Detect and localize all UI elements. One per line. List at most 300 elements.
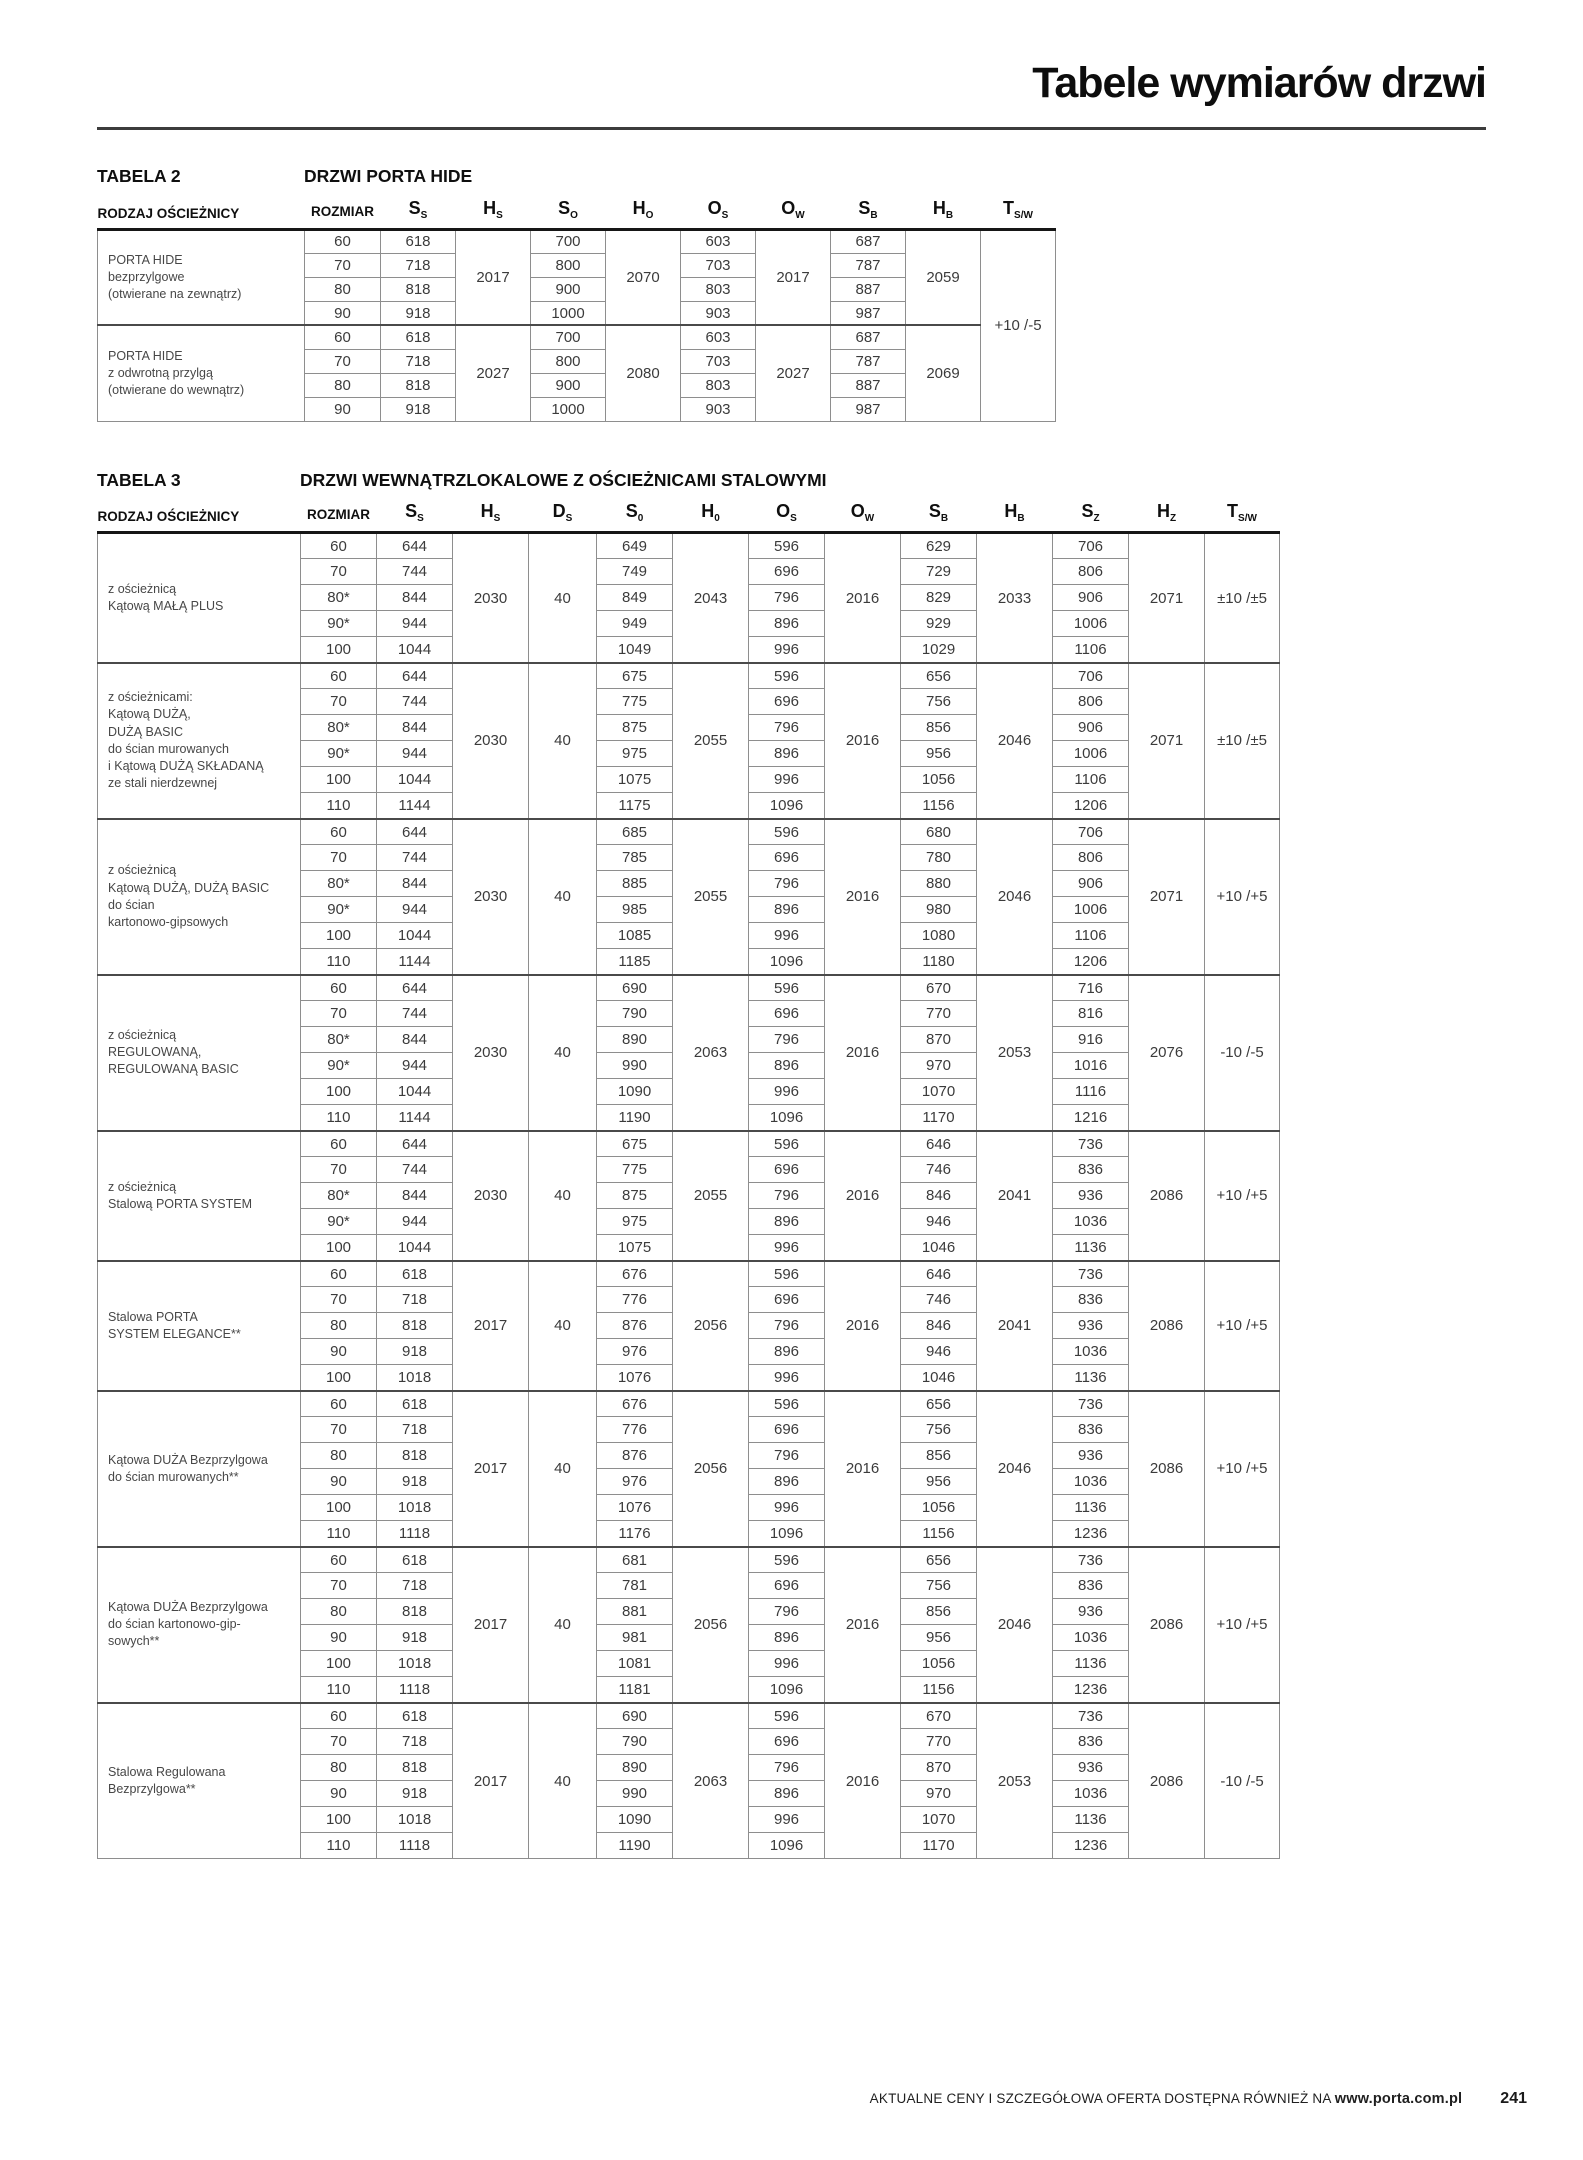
dim-cell-sb: 956 xyxy=(901,1625,977,1651)
dim-cell-sz: 706 xyxy=(1053,663,1129,689)
dim-cell-os: 996 xyxy=(749,1235,825,1261)
dim-cell-s0: 690 xyxy=(597,1703,673,1729)
column-header-os: $O_S$ xyxy=(707,197,729,221)
dim-cell-s0: 1081 xyxy=(597,1651,673,1677)
dim-cell-sz: 936 xyxy=(1053,1313,1129,1339)
dim-cell-sz: 806 xyxy=(1053,559,1129,585)
dim-cell-s0: 775 xyxy=(597,689,673,715)
dim-cell-sb: 629 xyxy=(901,533,977,559)
dim-cell-h0: 2056 xyxy=(673,1261,749,1391)
size-cell: 100 xyxy=(301,637,377,663)
size-cell: 70 xyxy=(301,845,377,871)
dim-cell-ss: 618 xyxy=(377,1391,453,1417)
dim-cell-ss: 1144 xyxy=(377,949,453,975)
dim-cell-ss: 744 xyxy=(377,689,453,715)
size-cell: 80 xyxy=(305,277,381,301)
dim-cell-h0: 2055 xyxy=(673,663,749,819)
dim-cell-os: 1096 xyxy=(749,1521,825,1547)
size-cell: 60 xyxy=(305,229,381,253)
dim-cell-os: 696 xyxy=(749,845,825,871)
footer-url: www.porta.com.pl xyxy=(1334,2091,1463,2107)
dim-cell-s0: 685 xyxy=(597,819,673,845)
dim-cell-h0: 2063 xyxy=(673,975,749,1131)
dim-cell-sb: 1170 xyxy=(901,1105,977,1131)
column-header-hb: $H_B$ xyxy=(932,197,954,221)
dim-cell-hb: 2046 xyxy=(977,663,1053,819)
tolerance-cell: +10 /+5 xyxy=(1205,1391,1280,1547)
dim-cell-ss: 944 xyxy=(377,1053,453,1079)
dim-cell-s0: 881 xyxy=(597,1599,673,1625)
dim-cell-so: 900 xyxy=(531,277,606,301)
table-row xyxy=(98,819,1280,845)
dim-cell-sb: 646 xyxy=(901,1261,977,1287)
dim-cell-s0: 1076 xyxy=(597,1495,673,1521)
size-cell: 90* xyxy=(301,1209,377,1235)
dim-cell-sb: 670 xyxy=(901,975,977,1001)
size-cell: 100 xyxy=(301,1807,377,1833)
dim-cell-so: 800 xyxy=(531,253,606,277)
size-cell: 110 xyxy=(301,1521,377,1547)
dim-cell-os: 803 xyxy=(681,373,756,397)
frame-type-cell: Stalowa Regulowana Bezprzylgowa** xyxy=(98,1703,301,1859)
dim-cell-sb: 970 xyxy=(901,1053,977,1079)
dim-cell-sb: 856 xyxy=(901,715,977,741)
dim-cell-s0: 1049 xyxy=(597,637,673,663)
dim-cell-sb: 756 xyxy=(901,689,977,715)
table-row xyxy=(98,533,1280,559)
dim-cell-os: 1096 xyxy=(749,1833,825,1859)
dim-cell-sz: 1136 xyxy=(1053,1651,1129,1677)
frame-type-cell: Kątowa DUŻA Bezprzylgowa do ścian murowanych** xyxy=(98,1391,301,1547)
column-header-rozmiar: ROZMIAR xyxy=(307,507,370,523)
tolerance-cell: ±10 /±5 xyxy=(1205,533,1280,663)
dim-cell-ss: 1044 xyxy=(377,1079,453,1105)
frame-type-cell: Kątowa DUŻA Bezprzylgowa do ścian kartonowo-gip- sowych** xyxy=(98,1547,301,1703)
size-cell: 100 xyxy=(301,1079,377,1105)
dim-cell-sb: 846 xyxy=(901,1183,977,1209)
dim-cell-ss: 744 xyxy=(377,559,453,585)
dim-cell-sb: 956 xyxy=(901,741,977,767)
frame-type-cell: z ościeżnicą Stalową PORTA SYSTEM xyxy=(98,1131,301,1261)
dim-cell-ss: 844 xyxy=(377,1183,453,1209)
dim-cell-s0: 749 xyxy=(597,559,673,585)
dim-cell-hs: 2017 xyxy=(453,1261,529,1391)
dim-cell-ss: 1044 xyxy=(377,767,453,793)
dim-cell-sb: 656 xyxy=(901,1547,977,1573)
dim-cell-sb: 746 xyxy=(901,1157,977,1183)
dim-cell-ss: 744 xyxy=(377,845,453,871)
column-header-s0: $S_0$ xyxy=(625,501,644,525)
dim-cell-s0: 1090 xyxy=(597,1079,673,1105)
frame-type-cell: z ościeżnicą REGULOWANĄ, REGULOWANĄ BASIC xyxy=(98,975,301,1131)
size-cell: 110 xyxy=(301,1833,377,1859)
dim-cell-s0: 676 xyxy=(597,1261,673,1287)
dim-cell-s0: 885 xyxy=(597,871,673,897)
column-header-sz: $S_Z$ xyxy=(1081,501,1100,525)
dim-cell-s0: 781 xyxy=(597,1573,673,1599)
dim-cell-sb: 870 xyxy=(901,1027,977,1053)
dim-cell-s0: 790 xyxy=(597,1001,673,1027)
dim-cell-hb: 2046 xyxy=(977,819,1053,975)
column-header-os: $O_S$ xyxy=(776,501,797,525)
dim-cell-s0: 1185 xyxy=(597,949,673,975)
table2-title: DRZWI PORTA HIDE xyxy=(304,166,473,187)
dim-cell-s0: 875 xyxy=(597,715,673,741)
size-cell: 80* xyxy=(301,1183,377,1209)
table-row xyxy=(98,1703,1280,1729)
dim-cell-sb: 670 xyxy=(901,1703,977,1729)
dim-cell-os: 596 xyxy=(749,1261,825,1287)
dim-cell-ds: 40 xyxy=(529,1391,597,1547)
dim-cell-sb: 1046 xyxy=(901,1235,977,1261)
dim-cell-hs: 2017 xyxy=(456,229,531,325)
dim-cell-sz: 836 xyxy=(1053,1157,1129,1183)
frame-type-cell: z ościeżnicą Kątową MAŁĄ PLUS xyxy=(98,533,301,663)
dim-cell-ss: 844 xyxy=(377,1027,453,1053)
column-header-hs: $H_S$ xyxy=(483,197,503,221)
dim-cell-sb: 887 xyxy=(831,277,906,301)
dim-cell-hz: 2086 xyxy=(1129,1261,1205,1391)
dim-cell-ow: 2016 xyxy=(825,533,901,663)
dim-cell-sz: 716 xyxy=(1053,975,1129,1001)
dim-cell-sz: 1206 xyxy=(1053,949,1129,975)
dim-cell-ss: 718 xyxy=(377,1287,453,1313)
dim-cell-sz: 1006 xyxy=(1053,897,1129,923)
dim-cell-ho: 2080 xyxy=(606,325,681,421)
size-cell: 70 xyxy=(301,559,377,585)
dim-cell-os: 996 xyxy=(749,767,825,793)
tolerance-cell: +10 /-5 xyxy=(981,229,1056,421)
dim-cell-hb: 2053 xyxy=(977,1703,1053,1859)
dim-cell-so: 1000 xyxy=(531,301,606,325)
dim-cell-ss: 1044 xyxy=(377,637,453,663)
dim-cell-sz: 1006 xyxy=(1053,741,1129,767)
dim-cell-sb: 1070 xyxy=(901,1079,977,1105)
tolerance-cell: +10 /+5 xyxy=(1205,819,1280,975)
dim-cell-ss: 818 xyxy=(377,1599,453,1625)
tolerance-cell: -10 /-5 xyxy=(1205,975,1280,1131)
dim-cell-os: 696 xyxy=(749,689,825,715)
size-cell: 100 xyxy=(301,767,377,793)
dim-cell-sb: 946 xyxy=(901,1339,977,1365)
dim-cell-sz: 936 xyxy=(1053,1443,1129,1469)
dim-cell-s0: 776 xyxy=(597,1417,673,1443)
dim-cell-sz: 1036 xyxy=(1053,1469,1129,1495)
dim-cell-so: 1000 xyxy=(531,397,606,421)
dim-cell-hb: 2046 xyxy=(977,1391,1053,1547)
dim-cell-sb: 856 xyxy=(901,1443,977,1469)
dim-cell-sz: 1116 xyxy=(1053,1079,1129,1105)
dim-cell-sb: 756 xyxy=(901,1417,977,1443)
dim-cell-sb: 1170 xyxy=(901,1833,977,1859)
table2-section xyxy=(97,166,1486,422)
dim-cell-s0: 1175 xyxy=(597,793,673,819)
dim-cell-ow: 2016 xyxy=(825,1261,901,1391)
size-cell: 70 xyxy=(301,1729,377,1755)
column-header-ho: $H_O$ xyxy=(632,197,654,221)
dim-cell-sz: 836 xyxy=(1053,1729,1129,1755)
dim-cell-sb: 687 xyxy=(831,325,906,349)
dim-cell-ss: 944 xyxy=(377,1209,453,1235)
dim-cell-h0: 2056 xyxy=(673,1547,749,1703)
page-footer xyxy=(870,2090,1527,2108)
dim-cell-ss: 618 xyxy=(377,1261,453,1287)
table-row xyxy=(98,1547,1280,1573)
frame-type-cell: Stalowa PORTA SYSTEM ELEGANCE** xyxy=(98,1261,301,1391)
dim-cell-sb: 887 xyxy=(831,373,906,397)
dim-cell-sb: 946 xyxy=(901,1209,977,1235)
dim-cell-ow: 2017 xyxy=(756,229,831,325)
column-header-hb: $H_B$ xyxy=(1004,501,1025,525)
dim-cell-sb: 787 xyxy=(831,253,906,277)
dim-cell-h0: 2043 xyxy=(673,533,749,663)
dim-cell-s0: 890 xyxy=(597,1755,673,1781)
dim-cell-ow: 2016 xyxy=(825,819,901,975)
dim-cell-ss: 1118 xyxy=(377,1833,453,1859)
dim-cell-ss: 644 xyxy=(377,663,453,689)
dim-cell-hs: 2030 xyxy=(453,533,529,663)
dim-cell-sb: 987 xyxy=(831,397,906,421)
table-row xyxy=(98,1131,1280,1157)
dim-cell-sz: 1236 xyxy=(1053,1521,1129,1547)
column-header-hs: $H_S$ xyxy=(480,501,501,525)
dim-cell-sz: 816 xyxy=(1053,1001,1129,1027)
dim-cell-s0: 1190 xyxy=(597,1105,673,1131)
size-cell: 70 xyxy=(305,253,381,277)
dim-cell-ds: 40 xyxy=(529,533,597,663)
size-cell: 80 xyxy=(301,1755,377,1781)
dim-cell-sz: 1136 xyxy=(1053,1495,1129,1521)
dim-cell-ss: 718 xyxy=(381,253,456,277)
size-cell: 60 xyxy=(301,1261,377,1287)
dim-cell-sb: 956 xyxy=(901,1469,977,1495)
size-cell: 70 xyxy=(301,1287,377,1313)
table-row xyxy=(98,975,1280,1001)
dim-cell-s0: 876 xyxy=(597,1313,673,1339)
column-header-hz: $H_Z$ xyxy=(1156,501,1177,525)
dim-cell-hz: 2071 xyxy=(1129,819,1205,975)
size-cell: 100 xyxy=(301,1651,377,1677)
dim-cell-hb: 2059 xyxy=(906,229,981,325)
dim-cell-hz: 2086 xyxy=(1129,1131,1205,1261)
column-header-sb: $S_B$ xyxy=(858,197,878,221)
dim-cell-sb: 729 xyxy=(901,559,977,585)
size-cell: 90 xyxy=(305,301,381,325)
dim-cell-s0: 975 xyxy=(597,1209,673,1235)
dim-cell-s0: 876 xyxy=(597,1443,673,1469)
dim-cell-hb: 2069 xyxy=(906,325,981,421)
dim-cell-os: 896 xyxy=(749,1053,825,1079)
dim-cell-h0: 2063 xyxy=(673,1703,749,1859)
dim-cell-s0: 849 xyxy=(597,585,673,611)
dim-cell-s0: 949 xyxy=(597,611,673,637)
dim-cell-sb: 1046 xyxy=(901,1365,977,1391)
dim-cell-hs: 2017 xyxy=(453,1703,529,1859)
dim-cell-sb: 746 xyxy=(901,1287,977,1313)
table-row xyxy=(98,229,1056,253)
dim-cell-hs: 2030 xyxy=(453,975,529,1131)
dim-cell-sb: 1056 xyxy=(901,1495,977,1521)
table-header xyxy=(98,497,1280,533)
dim-cell-ss: 718 xyxy=(377,1417,453,1443)
dim-cell-sz: 1236 xyxy=(1053,1833,1129,1859)
dim-cell-h0: 2056 xyxy=(673,1391,749,1547)
dim-cell-ss: 818 xyxy=(381,277,456,301)
dim-cell-ds: 40 xyxy=(529,1131,597,1261)
dim-cell-ss: 1118 xyxy=(377,1521,453,1547)
dim-cell-ss: 744 xyxy=(377,1001,453,1027)
dim-cell-hb: 2053 xyxy=(977,975,1053,1131)
column-header-tsw: $T_{S/W}$ xyxy=(1003,197,1033,221)
dim-cell-sb: 970 xyxy=(901,1781,977,1807)
dim-cell-sz: 1216 xyxy=(1053,1105,1129,1131)
dim-cell-sb: 780 xyxy=(901,845,977,871)
dim-cell-sb: 1029 xyxy=(901,637,977,663)
size-cell: 100 xyxy=(301,1495,377,1521)
size-cell: 60 xyxy=(301,975,377,1001)
dim-cell-os: 803 xyxy=(681,277,756,301)
dim-cell-os: 696 xyxy=(749,1729,825,1755)
dim-cell-ds: 40 xyxy=(529,1261,597,1391)
tolerance-cell: ±10 /±5 xyxy=(1205,663,1280,819)
dim-cell-ss: 618 xyxy=(381,229,456,253)
dim-cell-sz: 906 xyxy=(1053,585,1129,611)
dim-cell-sz: 936 xyxy=(1053,1183,1129,1209)
dim-cell-os: 596 xyxy=(749,1547,825,1573)
footer-note-text: AKTUALNE CENY I SZCZEGÓŁOWA OFERTA DOSTĘPNA RÓWNIEŻ NA xyxy=(869,2091,1335,2106)
dim-cell-sb: 1056 xyxy=(901,1651,977,1677)
table3-heading xyxy=(97,470,1486,491)
dim-cell-ss: 918 xyxy=(377,1781,453,1807)
dim-cell-os: 996 xyxy=(749,1495,825,1521)
dim-cell-ss: 844 xyxy=(377,585,453,611)
dim-cell-sb: 1156 xyxy=(901,1521,977,1547)
dim-cell-hs: 2027 xyxy=(456,325,531,421)
dim-cell-sz: 1136 xyxy=(1053,1365,1129,1391)
dim-cell-s0: 975 xyxy=(597,741,673,767)
dim-cell-so: 900 xyxy=(531,373,606,397)
page-title: Tabele wymiarów drzwi xyxy=(1032,59,1486,107)
dim-cell-s0: 990 xyxy=(597,1781,673,1807)
table2-label: TABELA 2 xyxy=(97,166,181,187)
dim-cell-ow: 2016 xyxy=(825,663,901,819)
dim-cell-sb: 880 xyxy=(901,871,977,897)
dim-cell-ss: 1018 xyxy=(377,1651,453,1677)
dim-cell-ss: 1044 xyxy=(377,923,453,949)
dim-cell-sz: 1136 xyxy=(1053,1807,1129,1833)
column-header-h0: $H_0$ xyxy=(701,501,720,525)
size-cell: 80* xyxy=(301,871,377,897)
dim-cell-sb: 846 xyxy=(901,1313,977,1339)
dim-cell-ow: 2016 xyxy=(825,1391,901,1547)
dim-cell-sz: 1106 xyxy=(1053,637,1129,663)
dim-cell-os: 896 xyxy=(749,1781,825,1807)
dim-cell-os: 896 xyxy=(749,1469,825,1495)
dim-cell-sb: 680 xyxy=(901,819,977,845)
dim-cell-sz: 706 xyxy=(1053,819,1129,845)
dim-cell-ss: 1118 xyxy=(377,1677,453,1703)
dim-cell-ss: 818 xyxy=(381,373,456,397)
dim-cell-os: 896 xyxy=(749,611,825,637)
column-header-rozmiar: ROZMIAR xyxy=(311,203,374,219)
dim-cell-os: 603 xyxy=(681,325,756,349)
size-cell: 90* xyxy=(301,897,377,923)
dim-cell-os: 796 xyxy=(749,871,825,897)
size-cell: 70 xyxy=(301,1157,377,1183)
dim-cell-os: 596 xyxy=(749,663,825,689)
dim-cell-ss: 718 xyxy=(377,1573,453,1599)
dim-cell-s0: 790 xyxy=(597,1729,673,1755)
dim-cell-sb: 787 xyxy=(831,349,906,373)
dim-cell-s0: 875 xyxy=(597,1183,673,1209)
dim-cell-s0: 1075 xyxy=(597,767,673,793)
dim-cell-ss: 744 xyxy=(377,1157,453,1183)
dim-cell-so: 800 xyxy=(531,349,606,373)
table3-title: DRZWI WEWNĄTRZLOKALOWE Z OŚCIEŻNICAMI STALOWYMI xyxy=(300,469,827,490)
dim-cell-os: 596 xyxy=(749,1391,825,1417)
dim-cell-os: 696 xyxy=(749,1001,825,1027)
row-header-label: RODZAJ OŚCIEŻNICY xyxy=(97,509,240,525)
dim-cell-os: 796 xyxy=(749,1755,825,1781)
dim-cell-s0: 1176 xyxy=(597,1521,673,1547)
dim-cell-sz: 1016 xyxy=(1053,1053,1129,1079)
dim-cell-s0: 1090 xyxy=(597,1807,673,1833)
dim-cell-so: 700 xyxy=(531,325,606,349)
dim-cell-s0: 976 xyxy=(597,1339,673,1365)
dim-cell-ss: 618 xyxy=(377,1703,453,1729)
dim-cell-ss: 718 xyxy=(377,1729,453,1755)
dim-cell-s0: 649 xyxy=(597,533,673,559)
table-row xyxy=(98,1261,1280,1287)
dim-cell-s0: 690 xyxy=(597,975,673,1001)
dim-cell-s0: 675 xyxy=(597,1131,673,1157)
dim-cell-ss: 918 xyxy=(377,1625,453,1651)
size-cell: 100 xyxy=(301,1365,377,1391)
dim-cell-sz: 736 xyxy=(1053,1703,1129,1729)
dim-cell-ss: 644 xyxy=(377,819,453,845)
tolerance-cell: +10 /+5 xyxy=(1205,1547,1280,1703)
dim-cell-ow: 2016 xyxy=(825,1703,901,1859)
size-cell: 80 xyxy=(305,373,381,397)
dim-cell-hz: 2071 xyxy=(1129,663,1205,819)
size-cell: 70 xyxy=(305,349,381,373)
dim-cell-sb: 687 xyxy=(831,229,906,253)
header-divider xyxy=(97,127,1486,130)
dim-cell-sb: 1070 xyxy=(901,1807,977,1833)
dim-cell-sb: 1080 xyxy=(901,923,977,949)
dim-cell-ow: 2016 xyxy=(825,975,901,1131)
dim-cell-s0: 785 xyxy=(597,845,673,871)
dim-cell-sb: 980 xyxy=(901,897,977,923)
dim-cell-ow: 2016 xyxy=(825,1547,901,1703)
dim-cell-ss: 1018 xyxy=(377,1495,453,1521)
dim-cell-s0: 675 xyxy=(597,663,673,689)
dim-cell-os: 796 xyxy=(749,1443,825,1469)
dim-cell-s0: 1085 xyxy=(597,923,673,949)
steel-frame-dimensions-table xyxy=(97,497,1280,1860)
dim-cell-os: 796 xyxy=(749,1183,825,1209)
dim-cell-ho: 2070 xyxy=(606,229,681,325)
column-header-ds: $D_S$ xyxy=(552,501,573,525)
dim-cell-sb: 856 xyxy=(901,1599,977,1625)
tolerance-cell: +10 /+5 xyxy=(1205,1261,1280,1391)
dim-cell-sz: 1036 xyxy=(1053,1209,1129,1235)
dim-cell-hb: 2046 xyxy=(977,1547,1053,1703)
dim-cell-hb: 2041 xyxy=(977,1261,1053,1391)
dim-cell-sz: 736 xyxy=(1053,1391,1129,1417)
dim-cell-ss: 818 xyxy=(377,1755,453,1781)
dim-cell-os: 596 xyxy=(749,819,825,845)
